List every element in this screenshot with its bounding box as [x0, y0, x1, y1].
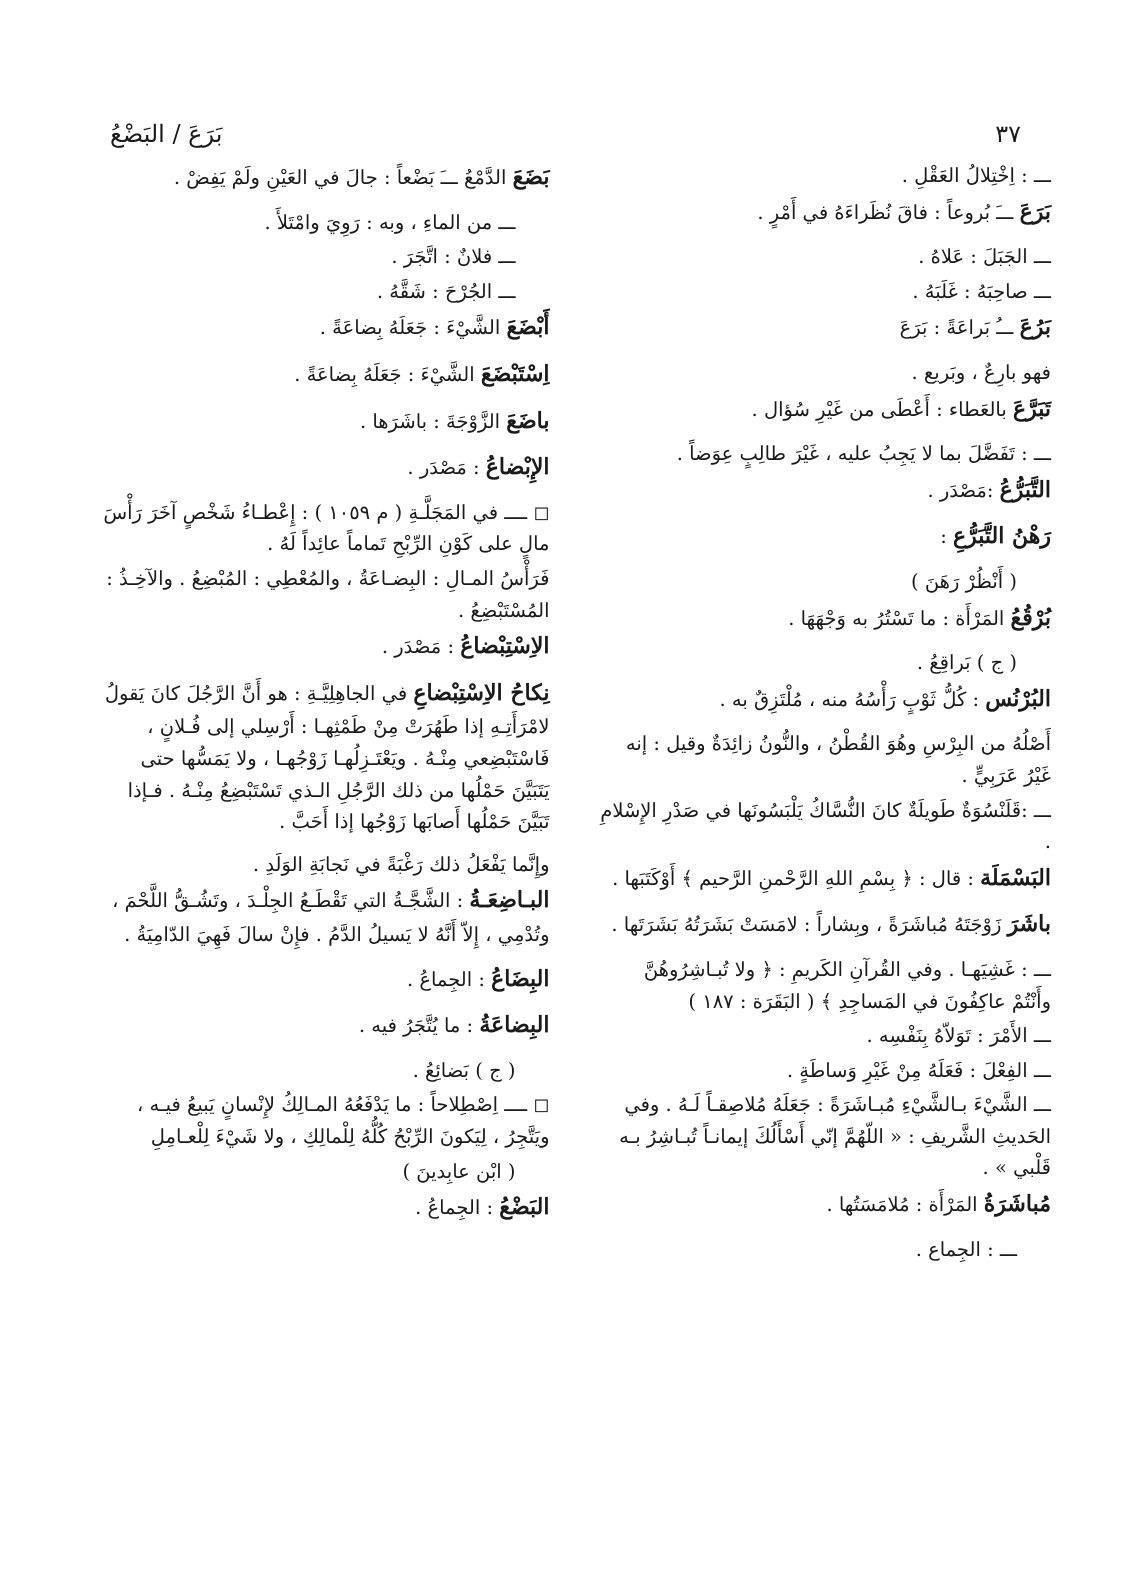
definition-text: المَرْأَة : ما تَسْتُرُ به وَجْهَهَا .: [788, 606, 1011, 630]
dictionary-entry: [98, 962, 550, 998]
sub-definition: ـــ : تَفَضَّلَ بما لا يَجِبُ عليه ، غَيْرَ طالِبٍ عِوَضاً .: [676, 442, 1051, 466]
dictionary-entry: [600, 682, 1052, 718]
sub-definition: ـــ من الماءِ ، وبه : رَوِيَ وامْتَلأَ .: [264, 210, 516, 234]
headword: أَبْضَعَ: [506, 314, 550, 341]
definition-text: الشَّيْءَ : جَعَلَهُ بِضاعَةً .: [294, 362, 481, 386]
sub-definition: فهو بارِعٌ ، وبَريع .: [911, 360, 1051, 384]
headword: اِسْتَبْضَعَ: [480, 360, 550, 387]
dictionary-entry: [600, 519, 1052, 555]
definition-text: : مَصْدَر .: [407, 456, 486, 480]
term-note: ◻ ــــ اِصْطِلاحاً : ما يَدْفَعُهُ المـالِكُ لإِنْسانٍ يَبيعُ فيـه ، ويَتَّجِرُ ، لِيَكونَ الرِّبْحُ كُلُّهُ لِلْمالِكِ ، ولا شَيْءَ لِلْعـامِلِ: [136, 1093, 550, 1148]
headword: البِضاعَةُ: [479, 1012, 550, 1039]
definition-text: : مَصْدَر .: [381, 635, 461, 659]
page-header: [110, 112, 1021, 156]
definition-text: زَوْجَتَهُ مُباشَرَةً ، وبِشاراً : لامَسَتْ بَشَرَتُهُ بَشَرَتَها .: [611, 913, 1008, 937]
headword: الإِبْضاعُ: [485, 454, 550, 481]
definition-text: الدَّمْعُ ـــَ بَضْعاً : جالَ في العَيْنِ ولَمْ يَفِضْ .: [173, 166, 513, 189]
headword: مُباشَرَةُ: [983, 1191, 1051, 1218]
sub-definition: ـــ الشَّيْءَ بـالشَّيْءِ مُبـاشَرَةً : جَعَلَهُ مُلاصِقـاً لَـهُ . وفي الحَديثِ الشَّريفِ : « اللّهُمَّ إنّي أَسْأَلُكَ إيمانـاً تُبـاشِرُ بـه قَلْبي » .: [619, 1093, 1051, 1180]
sub-definition: ( ج ) بَضائِعُ .: [412, 1058, 516, 1082]
dictionary-entry: [600, 392, 1052, 428]
headword: البِضَاعُ: [491, 965, 550, 992]
dictionary-entry: [600, 310, 1052, 346]
dictionary-entry: [600, 473, 1052, 509]
sub-definition: أَصْلُهُ من البِرْسِ وهُوَ القُطْنُ ، والنُّونُ زائِدَةٌ وقيل : إنه غَيْرُ عَرَبِيٍّ .: [625, 732, 1051, 787]
sub-definition: ( أَنْظُرْ رَهَنَ ): [911, 570, 1017, 594]
dictionary-entry: [98, 629, 550, 665]
dictionary-columns: [98, 160, 1051, 1535]
definition-text: : الجِماعُ .: [406, 967, 492, 991]
definition-text: :مَصْدَر .: [927, 478, 1000, 502]
definition-text: :: [940, 525, 953, 549]
definition-text: بالعَطاء : أَعْطَى من غَيْرِ سُؤال .: [751, 397, 1013, 421]
definition-text: ـــُ بَراعَةً : بَرَعَ: [899, 316, 1020, 340]
headword: بَضَعَ: [512, 164, 550, 190]
dictionary-entry: [600, 601, 1052, 637]
left-column: [98, 160, 550, 1535]
headword: البُرْنُس: [985, 685, 1051, 712]
sub-definition: ـــ الفِعْلَ : فَعَلَهُ مِنْ غَيْرِ وَساطَةٍ .: [786, 1058, 1051, 1082]
definition-text: : الشَّجَّـةُ التي تَقْطَـعُ الجِلْـدَ ، وتَشُـقُّ اللَّحْمَ ، وتُدْمِي ، إِلاّ أَنَّهُ لا يَسيلُ الدَّمُ . فإِنْ سالَ فَهِيَ الدّامِيَةُ .: [112, 889, 550, 946]
headword: باضَعَ: [506, 407, 550, 434]
dictionary-entry: [98, 1190, 550, 1226]
dictionary-entry: [98, 883, 550, 950]
term-note: ◻ ــــ في المَجَلَّـةِ ( م ١٠٥٩ ) : إِعْطـاءُ شَخْصٍ آخَرَ رَأْسَ مالٍ على كَوْنِ الرِّبْحِ تَماماً عائِداً لَهُ .: [103, 500, 550, 556]
dictionary-entry: [98, 160, 550, 196]
definition-text: : ما يُتَّجَرُ فيه .: [358, 1014, 480, 1038]
sub-definition: ـــ : غَشِيَهـا . وفي القُرآنِ الكَريمِ : ﴿ ولا تُبـاشِرُوهُنَّ وأَنْتُمْ عاكِفُونَ في المَساجِدِ ﴾ ( البَقَرَة : ١٨٧ ): [643, 957, 1051, 1013]
headword: رَهْنُ التَّبَرُّعِ: [953, 523, 1051, 550]
sub-definition: وإِنَّما يَفْعَلُ ذلك رَغْبَةً في نَجابَةِ الوَلَدِ .: [252, 852, 550, 876]
sub-definition: فَرَأْسُ المـالِ : البِضـاعَةُ ، والمُعْطِي : المُبْضِعُ . والآخِـذُ : المُسْتَبْضِعُ .: [106, 567, 550, 622]
headword: البـاضِعَـةُ: [469, 887, 550, 914]
definition-text: : الجِماعُ .: [415, 1196, 500, 1220]
sub-definition: ـــ فلانٌ : اتَّجَرَ .: [391, 245, 516, 269]
dictionary-entry: [98, 357, 550, 393]
definition-text: المَرْأَة : مُلامَسَتُها .: [826, 1193, 984, 1217]
dictionary-entry: [98, 310, 550, 346]
headword: الاِسْتِبْضاعُ: [460, 633, 550, 660]
headword: تَبَرَّعَ: [1012, 395, 1051, 422]
definition-text: في الجاهِلِيَّـةِ : هو أَنَّ الرَّجُلَ كانَ يَقولُ لامْرَأَتِـهِ إذا طَهُرَتْ مِنْ طَمْثِهـا : أَرْسِلي إلى فُـلانٍ ، فَاسْتَبْضِعي مِنْـهُ . ويَعْتَـزِلُهـا زَوْجُهـا ، ولا يَمَسُّها حتى يَتَبَيَّنَ حَمْلُها من ذلك الرَّجُلِ الـذي تَسْتَبْضِعُ مِنْـهُ . فـإذا تَبَيَّنَ حَمْلُها أَصابَها زَوْجُها إذا أَحَبَّ .: [104, 681, 550, 834]
dictionary-entry: [98, 404, 550, 440]
sub-definition: ـــ صاحِبَهُ : غَلَبَهُ .: [912, 279, 1051, 303]
dictionary-entry: [600, 1187, 1052, 1223]
dictionary-entry: [98, 1008, 550, 1044]
headword: البَضْعُ: [499, 1194, 550, 1221]
dictionary-entry: [600, 907, 1052, 943]
sub-definition: ـــ الجُرْحَ : شَقَّهُ .: [376, 279, 516, 303]
headword: نِكاحُ الاِسْتِبْضاعِ: [413, 679, 550, 706]
sub-definition: ـــ :قَلَنْسُوَةٌ طَويلَةٌ كانَ النُّسَّاكُ يَلْبَسُونَها في صَدْرِ الإِسْلامِ .: [600, 798, 1051, 854]
running-head: بَرَعَ / البَضْعُ: [110, 120, 223, 148]
sub-definition: ـــ : اِخْتِلالُ العَقْلِ .: [901, 164, 1051, 187]
headword: البَسْمَلَة: [980, 864, 1051, 891]
page-number: ٣٧: [995, 120, 1021, 148]
headword: باشَرَ: [1007, 911, 1051, 938]
dictionary-entry: [600, 195, 1052, 231]
definition-text: الشَّيْءَ : جَعَلَهُ بِضاعَةً .: [319, 316, 507, 340]
dictionary-entry: [98, 676, 550, 838]
headword: بَرَعَ: [1019, 198, 1051, 225]
dictionary-entry: [600, 861, 1052, 897]
sub-definition: ـــ : الجِماع .: [915, 1237, 1017, 1261]
sub-definition: ( ابْن عابِدينَ ): [402, 1159, 516, 1183]
definition-text: ـــَ بُروعاً : فاقَ نُظَراءَهُ في أَمْرٍ .: [757, 200, 1020, 224]
sub-definition: ( ج ) بَراقِعُ .: [916, 651, 1017, 675]
sub-definition: ـــ الجَبَلَ : عَلاهُ .: [918, 245, 1051, 269]
headword: التَّبَرُّعُ: [999, 476, 1051, 503]
definition-text: : كُلُّ ثَوْبٍ رَأْسُهُ منه ، مُلْتَزِقٌ به .: [719, 687, 986, 711]
sub-definition: ـــ الأَمْرَ : تَوَلاّهُ بِنَفْسِه .: [866, 1024, 1051, 1048]
definition-text: : قال : ﴿ بِسْمِ اللهِ الرَّحْمنِ الرَّحيم ﴾ أَوْكَتَبَها .: [612, 866, 981, 890]
right-column: [600, 160, 1052, 1535]
definition-text: الزَّوْجَةَ : باشَرَها .: [359, 409, 507, 433]
dictionary-entry: [98, 450, 550, 486]
headword: بُرْقُعُ: [1010, 604, 1051, 631]
headword: بَرُعَ: [1019, 314, 1051, 341]
